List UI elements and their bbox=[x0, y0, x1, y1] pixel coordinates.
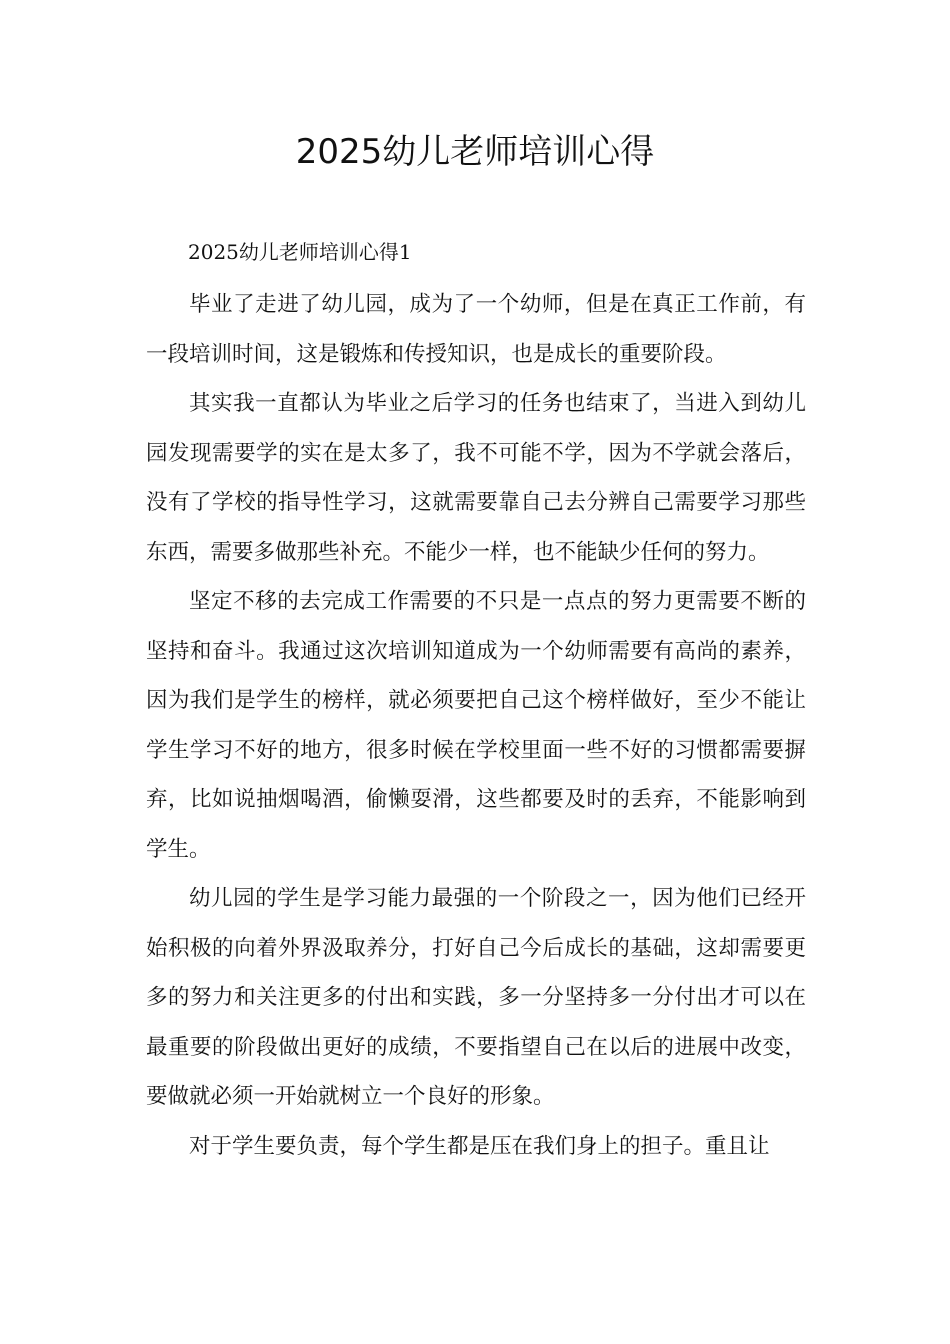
paragraph-4: 幼儿园的学生是学习能力最强的一个阶段之一，因为他们已经开始积极的向着外界汲取养分，打好自己今后成长的基础，这却需要更多的努力和关注更多的付出和实践，多一分坚持多一分付出才可以在最重要的阶段做出更好的成绩，不要指望自己在以后的进展中改变，要做就必须一开始就树立一个良好的形象。 bbox=[146, 886, 806, 1109]
document-title: 2025幼儿老师培训心得 bbox=[295, 132, 655, 172]
paragraph-3: 坚定不移的去完成工作需要的不只是一点点的努力更需要不断的坚持和奋斗。我通过这次培训知道成为一个幼师需要有高尚的素养，因为我们是学生的榜样，就必须要把自己这个榜样做好，至少不能让学生学习不好的地方，很多时候在学校里面一些不好的习惯都需要摒弃，比如说抽烟喝酒，偷懒耍滑，这些都要及时的丢弃，不能影响到学生。 bbox=[146, 589, 806, 862]
paragraph-2: 其实我一直都认为毕业之后学习的任务也结束了，当进入到幼儿园发现需要学的实在是太多了，我不可能不学，因为不学就会落后，没有了学校的指导性学习，这就需要靠自己去分辨自己需要学习那些东西，需要多做那些补充。不能少一样，也不能缺少任何的努力。 bbox=[146, 391, 806, 565]
paragraph-5: 对于学生要负责，每个学生都是压在我们身上的担子。重且让 bbox=[189, 1133, 770, 1159]
section-heading: 2025幼儿老师培训心得1 bbox=[188, 240, 412, 264]
paragraph-1: 毕业了走进了幼儿园，成为了一个幼师，但是在真正工作前，有一段培训时间，这是锻炼和传授知识，也是成长的重要阶段。 bbox=[146, 292, 806, 367]
document-body bbox=[146, 280, 806, 1171]
